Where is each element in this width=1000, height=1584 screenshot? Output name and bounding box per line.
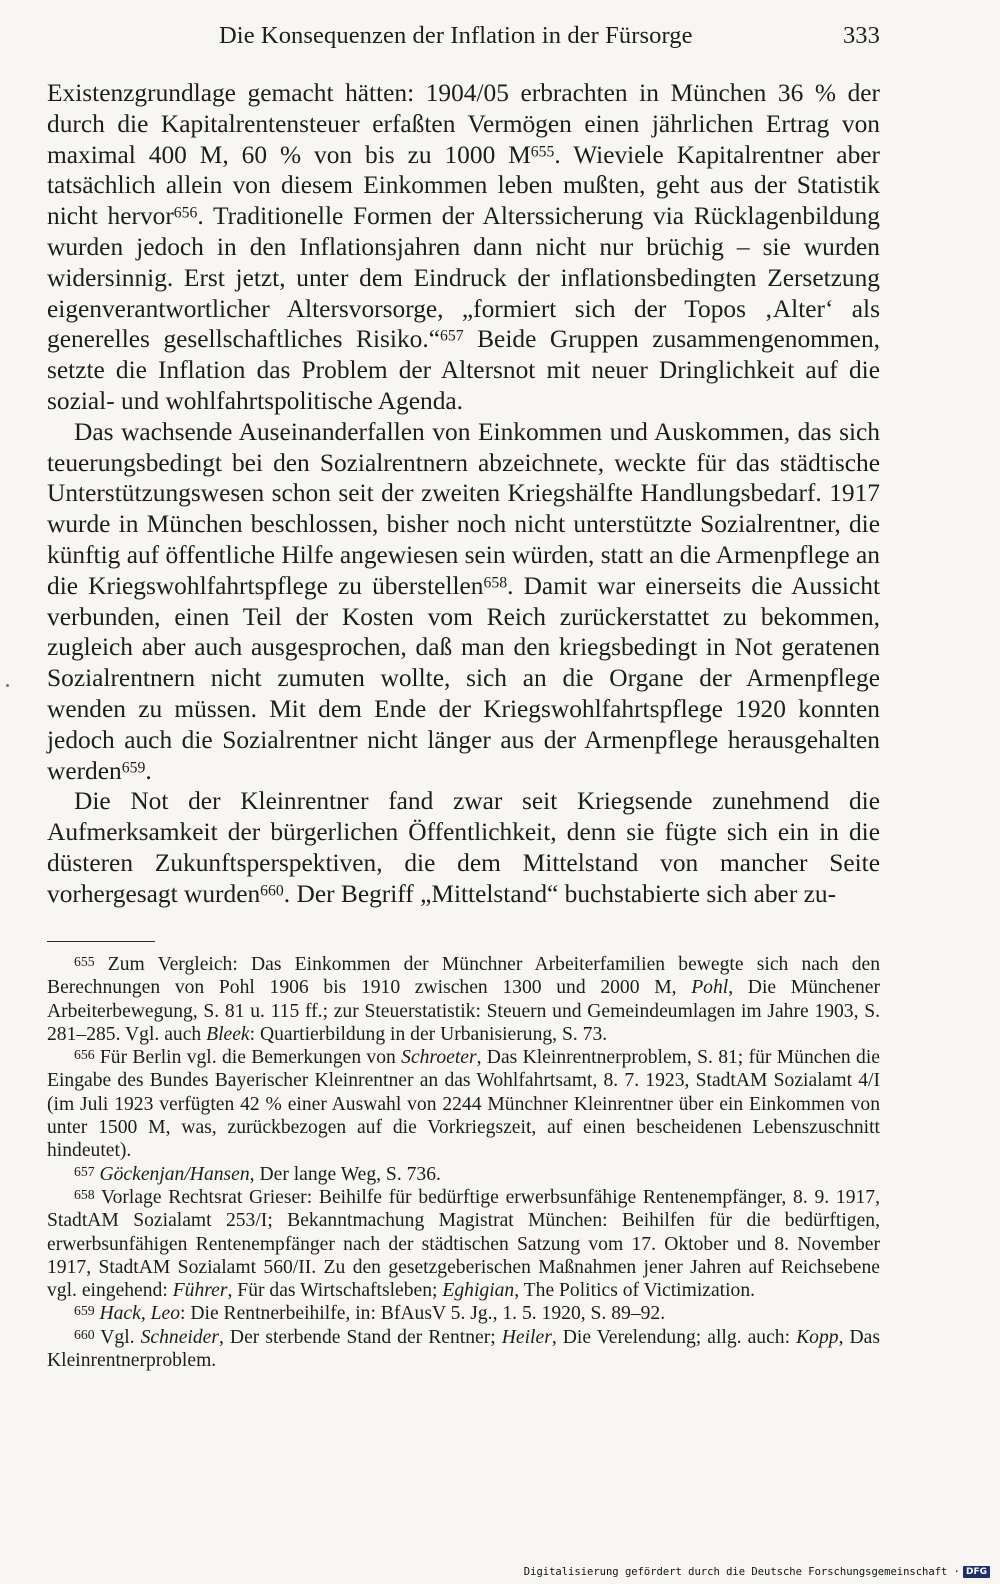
- italic-author: Bleek: [206, 1023, 250, 1045]
- footnote: [47, 1326, 880, 1373]
- credit-text: Digitalisierung gefördert durch die Deutsche Forschungsgemeinschaft ·: [523, 1566, 960, 1578]
- text-run: , Für das Wirtschaftsleben;: [227, 1280, 443, 1302]
- italic-author: Göckenjan/Hansen: [99, 1163, 250, 1185]
- text-run: , Der sterbende Stand der Rentner;: [218, 1326, 502, 1348]
- text-run: . Wieviele Kapitalrentner aber tatsächlich allein von diesem Einkommen leben mußten, geht aus der Statistik nicht hervor: [47, 140, 880, 231]
- footnote-ref[interactable]: 656: [173, 204, 198, 222]
- text-run: Existenzgrundlage gemacht hätten: 1904/05 erbrachten in München 36 % der durch die Kapitalrentensteuer erfaßten Vermögen einen jährlichen Ertrag von maximal 400 M, 60 % von bis zu 1000 M: [47, 79, 880, 169]
- footnote: [47, 1046, 880, 1162]
- text-run: Beide Gruppen zusammengenommen, setzte die Inflation das Problem der Altersnot mit neuer Dringlichkeit auf die sozial- und wohlfahrtspolitische Agenda.: [47, 325, 880, 415]
- footnote-number: 657: [74, 1163, 95, 1179]
- footnote-number: 658: [74, 1186, 95, 1202]
- text-run: Vorlage Rechtsrat Grieser: Beihilfe für bedürftige erwerbsunfähige Rentenempfänger, 8. 9. 1917, StadtAM Sozialamt 253/I; Bekanntmachung Magistrat München: Beihilfen für die bedürftigen, erwerbsunfähigen Rentenempfänger nach der städtischen Satzung vom 17. Oktober und 8. November 1917, StadtAM Sozialamt 560/II. Zu den gesetzgeberischen Maßnahmen jener Jahren auf Reichsebene vgl. eingehend:: [47, 1186, 880, 1302]
- footnotes: [47, 953, 880, 1372]
- text-run: : Die Rentnerbeihilfe, in: BfAusV 5. Jg., 1. 5. 1920, S. 89–92.: [180, 1303, 666, 1325]
- footnote-number: 660: [74, 1326, 95, 1342]
- footnote: [47, 1302, 880, 1325]
- italic-author: Pohl: [691, 977, 729, 999]
- body-paragraph: [47, 786, 880, 909]
- text-run: Das wachsende Auseinanderfallen von Einkommen und Auskommen, das sich teuerungsbedingt bei den Sozialrentnern abzeichnete, weckte für das städtische Unterstützungswesen schon seit der zweiten Kriegshälfte Handlungsbedarf. 1917 wurde in München beschlossen, bisher noch nicht unterstützte Sozialrentner, die künftig auf öffentliche Hilfe angewiesen sein würden, statt an die Armenpflege an die Kriegswohlfahrtspflege zu überstellen: [47, 417, 880, 600]
- body-paragraph: [47, 78, 880, 417]
- footnote-ref[interactable]: 658: [483, 574, 508, 592]
- footnote-number: 655: [74, 953, 95, 969]
- text-run: . Traditionelle Formen der Alterssicherung via Rücklagenbildung wurden jedoch in den Inflationsjahren dann nicht nur brüchig – sie wurden widersinnig. Erst jetzt, unter dem Eindruck der inflationsbedingten Zersetzung eigenverantwortlicher Altersvorsorge, „formiert sich der Topos ‚Alter‘ als generelles gesellschaftliches Risiko.“: [47, 202, 880, 354]
- footnote-number: 656: [74, 1047, 95, 1063]
- text-run: .: [145, 756, 152, 785]
- footnote-ref[interactable]: 660: [260, 882, 284, 900]
- footnote-ref[interactable]: 657: [439, 327, 464, 345]
- footnote-number: 659: [74, 1303, 95, 1319]
- italic-author: Schroeter: [401, 1047, 477, 1069]
- text-run: . Der Begriff „Mittelstand“ buchstabierte sich aber zu-: [283, 879, 837, 908]
- text-run: Für Berlin vgl. die Bemerkungen von: [99, 1047, 402, 1069]
- body-text: [47, 78, 880, 910]
- body-paragraph: [47, 417, 880, 787]
- italic-author: Heiler: [501, 1326, 552, 1348]
- text-run: Zum Vergleich: Das Einkommen der Münchner Arbeiterfamilien bewegte sich nach den Berechnungen von Pohl 1906 bis 1910 zwischen 1300 und 2000 M,: [47, 954, 880, 999]
- footnote: [47, 953, 880, 1046]
- footnote-ref[interactable]: 655: [530, 142, 555, 160]
- footnote: [47, 1186, 880, 1302]
- footnote-divider: [47, 941, 155, 942]
- scan-speck: [6, 684, 9, 687]
- text-run: , Die Münchener Arbeiterbewegung, S. 81 u. 115 ff.; zur Steuerstatistik: Steuern und Gemeindeumlagen im Jahre 1903, S. 281–285. Vgl. auch: [47, 977, 880, 1045]
- running-head-title: Die Konsequenzen der Inflation in der Fürsorge: [219, 22, 693, 49]
- text-run: , Das Kleinrentnerproblem.: [47, 1326, 880, 1372]
- text-run: Die Not der Kleinrentner fand zwar seit Kriegsende zunehmend die Aufmerksamkeit der bürgerlichen Öffentlichkeit, denn sie fügte sich ein in die düsteren Zukunftsperspektiven, die dem Mittelstand von mancher Seite vorhergesagt wurden: [47, 787, 880, 908]
- text-run: : Quartierbildung in der Urbanisierung, S. 73.: [249, 1023, 608, 1045]
- italic-author: Führer: [172, 1280, 228, 1302]
- dfg-logo: DFG: [963, 1566, 990, 1578]
- text-run: , Das Kleinrentnerproblem, S. 81; für München die Eingabe des Bundes Bayerischer Kleinrentner an das Wohlfahrtsamt, 8. 7. 1923, StadtAM Sozialamt 4/I (im Juli 1923 verfügten 42 % einer Auswahl von 2244 Münchner Kleinrentner über ein Einkommen von unter 1500 M, was, zurückbezogen auf die Vorkriegszeit, auf einen bescheidenen Lebenszuschnitt hindeutet).: [47, 1047, 880, 1162]
- footnote-ref[interactable]: 659: [121, 758, 146, 776]
- italic-author: Hack, Leo: [99, 1303, 181, 1325]
- text-run: , Der lange Weg, S. 736.: [249, 1163, 441, 1185]
- text-run: , Die Verelendung; allg. auch:: [551, 1326, 797, 1348]
- text-run: Vgl.: [100, 1326, 141, 1348]
- digitization-credit: [524, 1566, 990, 1578]
- italic-author: Schneider: [140, 1326, 219, 1348]
- italic-author: Kopp: [796, 1326, 839, 1348]
- text-run: , The Politics of Victimization.: [514, 1280, 756, 1302]
- page-number: 333: [842, 22, 880, 49]
- italic-author: Eghigian: [442, 1280, 515, 1302]
- footnote: [47, 1163, 880, 1186]
- text-run: . Damit war einerseits die Aussicht verbunden, einen Teil der Kosten vom Reich zurückerstattet zu bekommen, zugleich aber auch ausgesprochen, daß man den kriegsbedingt in Not geratenen Sozialrentnern nicht zumuten wollte, sich an die Organe der Armenpflege wenden zu müssen. Mit dem Ende der Kriegswohlfahrtspflege 1920 konnten jedoch auch die Sozialrentner nicht länger aus der Armenpflege herausgehalten werden: [47, 571, 880, 785]
